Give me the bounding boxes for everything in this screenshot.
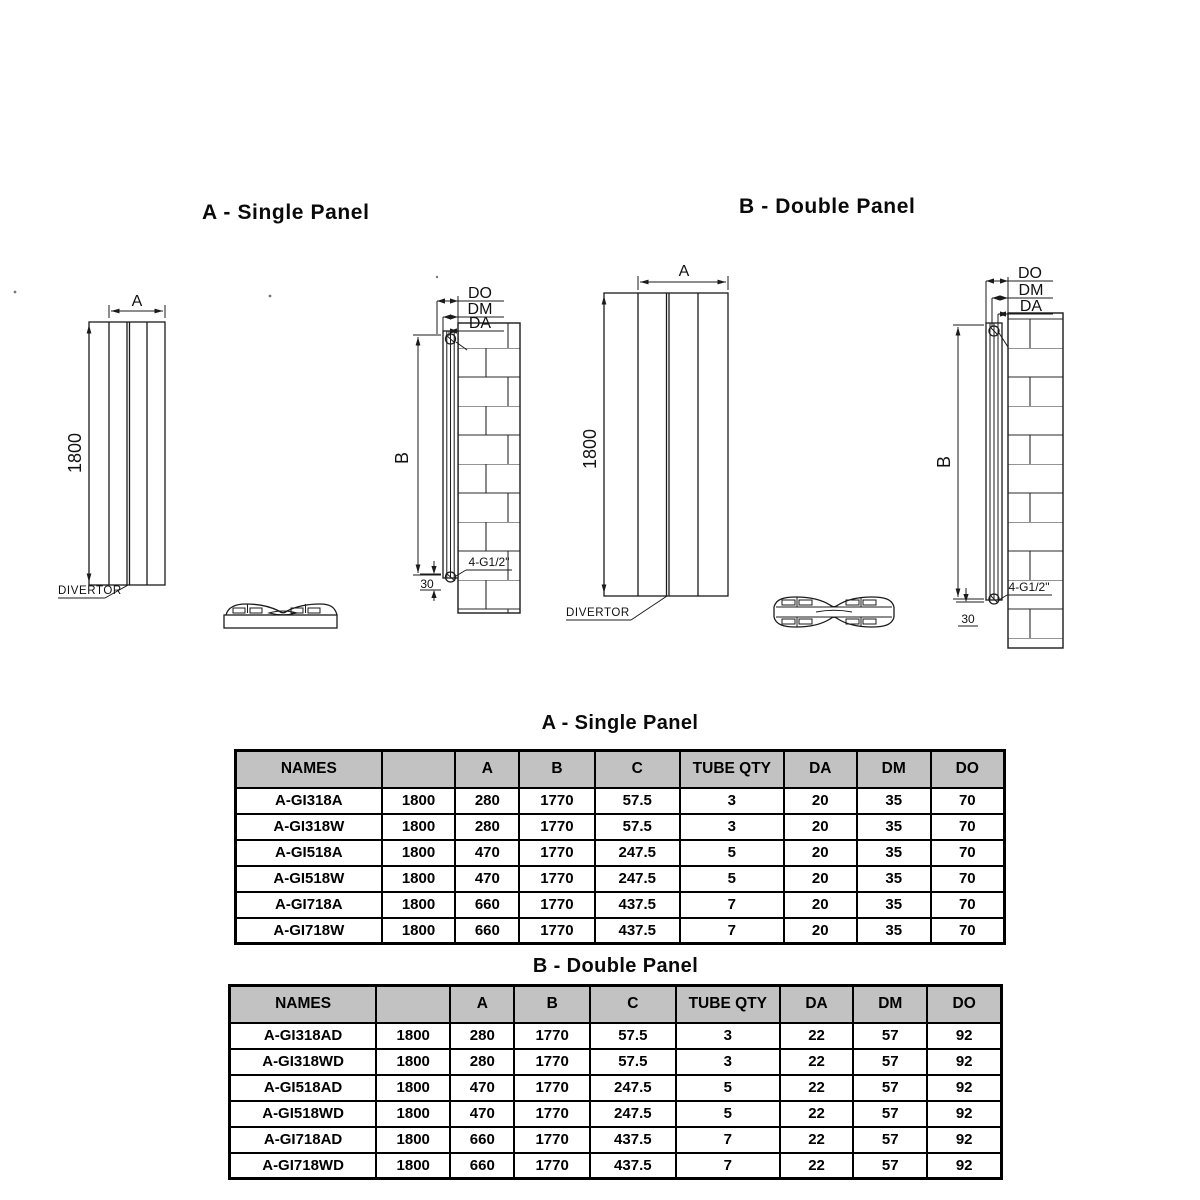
table-cell: 57.5	[590, 1023, 676, 1049]
col-header-names: NAMES	[230, 986, 377, 1023]
table-row	[236, 892, 1005, 918]
table-row	[236, 788, 1005, 814]
table-cell: 1770	[514, 1049, 590, 1075]
col-header-c: C	[590, 986, 676, 1023]
table-cell: 35	[857, 814, 931, 840]
table-cell: 1770	[514, 1023, 590, 1049]
table-cell: A-GI518AD	[230, 1075, 377, 1101]
table-cell: 20	[784, 918, 857, 944]
double-do-label: DO	[1018, 265, 1042, 282]
double-panel-drawing-title: B - Double Panel	[739, 195, 916, 218]
table-cell: 57	[853, 1049, 927, 1075]
double-panel-table	[228, 984, 1003, 1180]
brick-wall	[1008, 313, 1063, 648]
double-offset-label: 30	[961, 612, 975, 626]
table-cell: 92	[927, 1153, 1001, 1179]
single-divertor-label: DIVERTOR	[58, 585, 122, 597]
table-cell: 437.5	[595, 892, 680, 918]
col-header-dm: DM	[853, 986, 927, 1023]
table-cell: 92	[927, 1049, 1001, 1075]
single-panel-table-section	[234, 711, 1006, 945]
table-cell: 22	[780, 1153, 853, 1179]
table-cell: A-GI718W	[236, 918, 382, 944]
table-cell: A-GI718AD	[230, 1127, 377, 1153]
table-cell: 22	[780, 1127, 853, 1153]
single-front-width-label: A	[131, 293, 143, 310]
col-header-dm: DM	[857, 751, 931, 788]
table-cell: 1770	[519, 892, 594, 918]
table-cell: 3	[680, 788, 784, 814]
col-header-c: C	[595, 751, 680, 788]
col-header-do: DO	[927, 986, 1001, 1023]
col-header-da: DA	[780, 986, 853, 1023]
table-cell: 1800	[376, 1127, 450, 1153]
table-cell: 5	[676, 1075, 780, 1101]
table-cell: 437.5	[590, 1127, 676, 1153]
table-row	[230, 1153, 1002, 1179]
table-cell: 1770	[514, 1153, 590, 1179]
table-cell: 437.5	[590, 1153, 676, 1179]
table-cell: A-GI518WD	[230, 1101, 377, 1127]
table-cell: 35	[857, 788, 931, 814]
table-cell: 470	[455, 866, 519, 892]
table-cell: 1800	[376, 1153, 450, 1179]
col-header-a: A	[450, 986, 514, 1023]
table-cell: 1800	[382, 814, 456, 840]
table-cell: 437.5	[595, 918, 680, 944]
table-cell: 470	[455, 840, 519, 866]
double-da-label: DA	[1019, 298, 1043, 315]
table-cell: 57	[853, 1127, 927, 1153]
table-cell: 247.5	[595, 866, 680, 892]
col-header-blank	[382, 751, 456, 788]
double-thread-label: 4-G1/2"	[1008, 580, 1050, 594]
double-dm-label: DM	[1018, 282, 1044, 299]
table-cell: 280	[455, 788, 519, 814]
table-cell: 247.5	[590, 1101, 676, 1127]
table-cell: 1800	[382, 918, 456, 944]
table-cell: 5	[680, 866, 784, 892]
table-cell: 1800	[382, 788, 456, 814]
table-cell: 70	[931, 814, 1005, 840]
table-cell: A-GI718WD	[230, 1153, 377, 1179]
table-cell: 1800	[376, 1049, 450, 1075]
table-cell: A-GI718A	[236, 892, 382, 918]
table-cell: 35	[857, 840, 931, 866]
table-row	[236, 866, 1005, 892]
table-cell: 5	[680, 840, 784, 866]
table-cell: 35	[857, 918, 931, 944]
table-cell: 57.5	[590, 1049, 676, 1075]
divertor-leader	[631, 596, 667, 620]
table-cell: 70	[931, 892, 1005, 918]
table-cell: 1770	[519, 788, 594, 814]
col-header-do: DO	[931, 751, 1005, 788]
double-table-title: B - Double Panel	[532, 955, 699, 977]
table-cell: 1800	[376, 1023, 450, 1049]
table-cell: 20	[784, 866, 857, 892]
double-front-width-label: A	[678, 263, 690, 280]
table-cell: 57	[853, 1075, 927, 1101]
table-cell: 92	[927, 1075, 1001, 1101]
table-cell: A-GI318A	[236, 788, 382, 814]
table-cell: 70	[931, 840, 1005, 866]
table-cell: 7	[680, 892, 784, 918]
table-cell: 1770	[519, 840, 594, 866]
table-cell: 5	[676, 1101, 780, 1127]
table-row	[230, 1023, 1002, 1049]
table-cell: 57	[853, 1023, 927, 1049]
table-cell: A-GI518A	[236, 840, 382, 866]
table-cell: 470	[450, 1075, 514, 1101]
table-cell: 3	[676, 1023, 780, 1049]
single-table-title: A - Single Panel	[541, 712, 699, 734]
table-cell: 1770	[519, 814, 594, 840]
table-cell: 660	[450, 1153, 514, 1179]
single-side-height-label: B	[392, 451, 412, 465]
table-cell: 1800	[382, 892, 456, 918]
double-panel-table-section	[228, 954, 1003, 1180]
single-panel-drawing-title: A - Single Panel	[202, 201, 370, 224]
table-cell: 1770	[514, 1101, 590, 1127]
single-panel-top-view	[224, 604, 337, 628]
col-header-a: A	[455, 751, 519, 788]
table-cell: 1770	[514, 1075, 590, 1101]
table-cell: 22	[780, 1023, 853, 1049]
table-row	[230, 1101, 1002, 1127]
col-header-da: DA	[784, 751, 857, 788]
table-cell: 1800	[382, 840, 456, 866]
table-row	[230, 1127, 1002, 1153]
table-cell: 35	[857, 892, 931, 918]
table-cell: A-GI518W	[236, 866, 382, 892]
table-cell: 92	[927, 1023, 1001, 1049]
table-cell: A-GI318WD	[230, 1049, 377, 1075]
table-cell: 1800	[376, 1101, 450, 1127]
col-header-tube-qty: TUBE QTY	[676, 986, 780, 1023]
table-row	[236, 840, 1005, 866]
table-cell: 70	[931, 918, 1005, 944]
single-thread-label: 4-G1/2"	[468, 555, 510, 569]
table-cell: 247.5	[590, 1075, 676, 1101]
table-cell: 7	[676, 1153, 780, 1179]
single-dm-label: DM	[467, 301, 493, 318]
table-cell: 247.5	[595, 840, 680, 866]
double-panel-top-view	[774, 597, 894, 627]
table-cell: 7	[676, 1127, 780, 1153]
table-cell: 70	[931, 788, 1005, 814]
table-cell: 20	[784, 892, 857, 918]
table-cell: 280	[455, 814, 519, 840]
table-cell: 1800	[382, 866, 456, 892]
table-cell: A-GI318W	[236, 814, 382, 840]
table-cell: 660	[455, 918, 519, 944]
single-panel-table	[234, 749, 1006, 945]
double-divertor-label: DIVERTOR	[566, 607, 630, 619]
single-front-height-label: 1800	[65, 432, 85, 474]
table-cell: 35	[857, 866, 931, 892]
table-cell: 1800	[376, 1075, 450, 1101]
single-da-label: DA	[468, 315, 492, 332]
table-row	[230, 1049, 1002, 1075]
table-cell: 660	[450, 1127, 514, 1153]
table-cell: 92	[927, 1101, 1001, 1127]
table-cell: 70	[931, 866, 1005, 892]
single-do-label: DO	[468, 285, 492, 302]
table-row	[236, 918, 1005, 944]
table-cell: 1770	[519, 866, 594, 892]
table-cell: 1770	[514, 1127, 590, 1153]
table-cell: 57	[853, 1101, 927, 1127]
table-cell: 20	[784, 840, 857, 866]
double-side-height-label: B	[934, 455, 954, 469]
table-cell: 3	[676, 1049, 780, 1075]
table-header-row	[230, 986, 1002, 1023]
table-cell: 57	[853, 1153, 927, 1179]
table-cell: 20	[784, 788, 857, 814]
table-cell: 280	[450, 1023, 514, 1049]
col-header-tube-qty: TUBE QTY	[680, 751, 784, 788]
table-cell: 22	[780, 1075, 853, 1101]
double-front-height-label: 1800	[580, 428, 600, 470]
table-cell: 280	[450, 1049, 514, 1075]
col-header-blank	[376, 986, 450, 1023]
table-cell: 22	[780, 1101, 853, 1127]
table-cell: 57.5	[595, 814, 680, 840]
table-cell: 470	[450, 1101, 514, 1127]
table-cell: 20	[784, 814, 857, 840]
table-cell: 3	[680, 814, 784, 840]
scan-artifacts	[14, 276, 439, 298]
table-cell: 92	[927, 1127, 1001, 1153]
table-cell: 7	[680, 918, 784, 944]
table-row	[230, 1075, 1002, 1101]
table-cell: A-GI318AD	[230, 1023, 377, 1049]
col-header-b: B	[519, 751, 594, 788]
table-cell: 22	[780, 1049, 853, 1075]
table-cell: 1770	[519, 918, 594, 944]
col-header-b: B	[514, 986, 590, 1023]
table-cell: 660	[455, 892, 519, 918]
table-header-row	[236, 751, 1005, 788]
table-row	[236, 814, 1005, 840]
col-header-names: NAMES	[236, 751, 382, 788]
single-offset-label: 30	[420, 577, 434, 591]
table-cell: 57.5	[595, 788, 680, 814]
